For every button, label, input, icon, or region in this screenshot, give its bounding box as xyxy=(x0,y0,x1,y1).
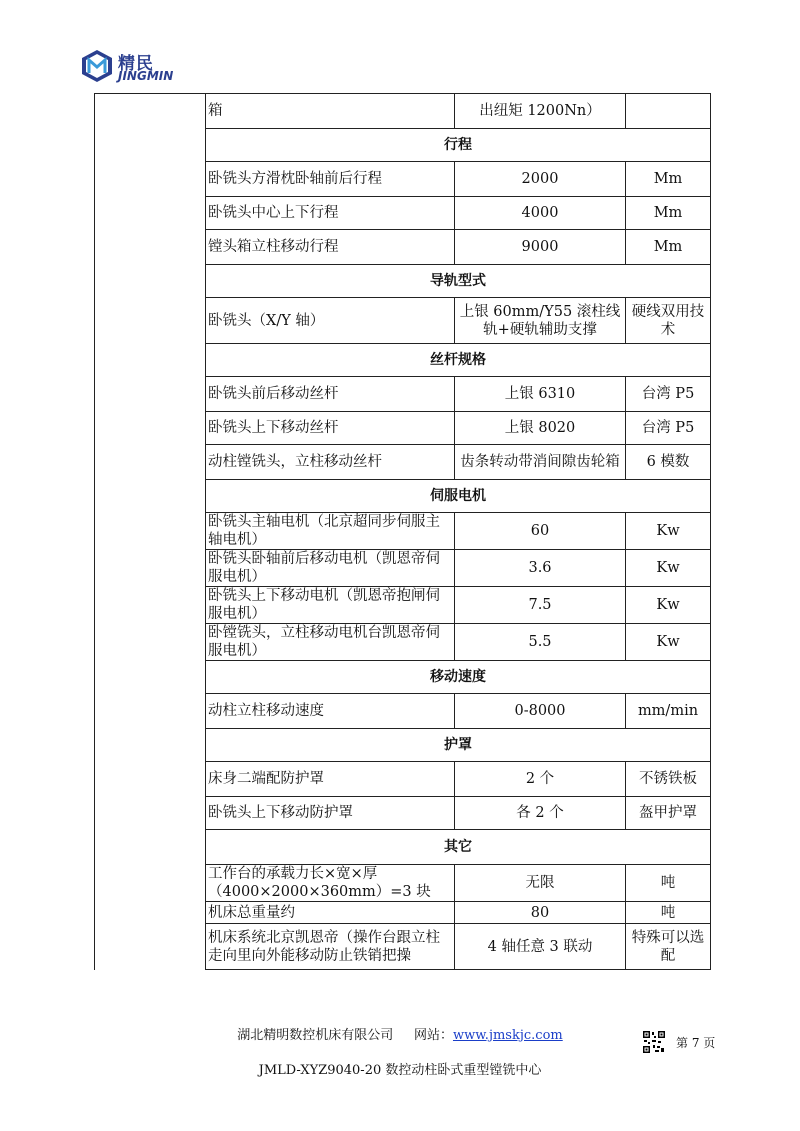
logo-chinese-text: 精民 xyxy=(118,54,154,74)
left-blank-cell xyxy=(95,230,206,265)
left-blank-cell xyxy=(95,265,206,298)
qr-code-icon xyxy=(642,1030,666,1054)
page-number: 第 7 页 xyxy=(676,1036,716,1050)
company-logo xyxy=(80,45,190,90)
left-blank-cell xyxy=(95,513,206,550)
section-row xyxy=(95,129,711,162)
left-blank-cell xyxy=(95,129,206,162)
table-row xyxy=(95,762,711,797)
section-row xyxy=(95,729,711,762)
footer-site-label: 网站： xyxy=(413,1028,453,1043)
param-value-cell: 2 个 xyxy=(455,762,626,797)
param-value-cell: 80 xyxy=(455,902,626,924)
section-title: 移动速度 xyxy=(206,661,711,694)
param-unit-cell: 台湾 P5 xyxy=(626,377,711,412)
param-name-cell: 卧镗铣头，立柱移动电机台凯恩帝伺服电机） xyxy=(206,624,455,661)
param-name-cell: 卧铣头中心上下行程 xyxy=(206,197,455,230)
table-row xyxy=(95,230,711,265)
param-name-cell: 箱 xyxy=(206,94,455,129)
param-unit-cell xyxy=(626,94,711,129)
param-unit-cell: Kw xyxy=(626,624,711,661)
param-unit-cell: Mm xyxy=(626,230,711,265)
left-blank-cell xyxy=(95,412,206,445)
param-value-cell: 齿条转动带消间隙齿轮箱 xyxy=(455,445,626,480)
param-value-cell: 上银 60mm/Y55 滚柱线轨+硬轨辅助支撑 xyxy=(455,298,626,344)
table-row xyxy=(95,162,711,197)
param-name-cell: 卧铣头上下移动电机（凯恩帝抱闸伺服电机） xyxy=(206,587,455,624)
table-row xyxy=(95,298,711,344)
logo-mark-icon xyxy=(80,49,114,83)
left-blank-cell xyxy=(95,797,206,830)
param-value-cell: 60 xyxy=(455,513,626,550)
param-value-cell: 各 2 个 xyxy=(455,797,626,830)
param-unit-cell: 特殊可以选配 xyxy=(626,924,711,970)
param-unit-cell: 硬线双用技术 xyxy=(626,298,711,344)
table-row xyxy=(95,197,711,230)
param-unit-cell: 盔甲护罩 xyxy=(626,797,711,830)
table-row xyxy=(95,412,711,445)
param-unit-cell: 吨 xyxy=(626,902,711,924)
param-name-cell: 卧铣头（X/Y 轴） xyxy=(206,298,455,344)
footer-doc-title: JMLD-XYZ9040-20 数控动柱卧式重型镗铣中心 xyxy=(258,1063,542,1078)
param-name-cell: 卧铣头卧轴前后移动电机（凯恩帝伺服电机） xyxy=(206,550,455,587)
table-row xyxy=(95,624,711,661)
table-row xyxy=(95,797,711,830)
param-unit-cell: Kw xyxy=(626,587,711,624)
footer-site-link[interactable]: www.jmskjc.com xyxy=(452,1028,563,1043)
table-row xyxy=(95,694,711,729)
table-row xyxy=(95,377,711,412)
left-blank-cell xyxy=(95,94,206,129)
param-value-cell: 上银 6310 xyxy=(455,377,626,412)
param-unit-cell: 台湾 P5 xyxy=(626,412,711,445)
param-value-cell: 0-8000 xyxy=(455,694,626,729)
left-blank-cell xyxy=(95,298,206,344)
param-name-cell: 卧铣头上下移动防护罩 xyxy=(206,797,455,830)
section-title: 伺服电机 xyxy=(206,480,711,513)
param-unit-cell: Kw xyxy=(626,513,711,550)
param-unit-cell: 不锈铁板 xyxy=(626,762,711,797)
param-name-cell: 卧铣头上下移动丝杆 xyxy=(206,412,455,445)
section-row xyxy=(95,661,711,694)
param-name-cell: 动柱立柱移动速度 xyxy=(206,694,455,729)
param-value-cell: 出纽矩 1200Nn） xyxy=(455,94,626,129)
param-unit-cell: mm/min xyxy=(626,694,711,729)
left-blank-cell xyxy=(95,550,206,587)
left-blank-cell xyxy=(95,445,206,480)
table-row xyxy=(95,94,711,129)
table-row xyxy=(95,865,711,902)
param-name-cell: 卧铣头主轴电机（北京超同步伺服主轴电机） xyxy=(206,513,455,550)
section-title: 行程 xyxy=(206,129,711,162)
param-name-cell: 动柱镗铣头，立柱移动丝杆 xyxy=(206,445,455,480)
left-blank-cell xyxy=(95,830,206,865)
section-row xyxy=(95,265,711,298)
param-value-cell: 2000 xyxy=(455,162,626,197)
param-unit-cell: 6 模数 xyxy=(626,445,711,480)
left-blank-cell xyxy=(95,694,206,729)
section-row xyxy=(95,480,711,513)
section-title: 导轨型式 xyxy=(206,265,711,298)
param-name-cell: 卧铣头方滑枕卧轴前后行程 xyxy=(206,162,455,197)
param-value-cell: 9000 xyxy=(455,230,626,265)
left-blank-cell xyxy=(95,587,206,624)
param-unit-cell: 吨 xyxy=(626,865,711,902)
param-name-cell: 工作台的承载力长×宽×厚（4000×2000×360mm）=3 块 xyxy=(206,865,455,902)
table-row xyxy=(95,550,711,587)
param-name-cell: 机床系统北京凯恩帝（操作台跟立柱走向里向外能移动防止铁销把操 xyxy=(206,924,455,970)
left-blank-cell xyxy=(95,344,206,377)
section-title: 护罩 xyxy=(206,729,711,762)
param-unit-cell: Mm xyxy=(626,162,711,197)
logo-english-text: JINGMIN xyxy=(118,69,174,83)
param-unit-cell: Kw xyxy=(626,550,711,587)
left-blank-cell xyxy=(95,762,206,797)
param-value-cell: 上银 8020 xyxy=(455,412,626,445)
param-value-cell: 4000 xyxy=(455,197,626,230)
param-name-cell: 床身二端配防护罩 xyxy=(206,762,455,797)
param-name-cell: 镗头箱立柱移动行程 xyxy=(206,230,455,265)
left-blank-cell xyxy=(95,377,206,412)
param-value-cell: 7.5 xyxy=(455,587,626,624)
table-row xyxy=(95,924,711,970)
left-blank-cell xyxy=(95,197,206,230)
table-row xyxy=(95,587,711,624)
param-name-cell: 机床总重量约 xyxy=(206,902,455,924)
table-row xyxy=(95,513,711,550)
left-blank-cell xyxy=(95,661,206,694)
param-value-cell: 4 轴任意 3 联动 xyxy=(455,924,626,970)
table-row xyxy=(95,902,711,924)
left-blank-cell xyxy=(95,624,206,661)
left-blank-cell xyxy=(95,480,206,513)
section-row xyxy=(95,830,711,865)
param-value-cell: 无限 xyxy=(455,865,626,902)
left-blank-cell xyxy=(95,902,206,924)
left-blank-cell xyxy=(95,162,206,197)
left-blank-cell xyxy=(95,924,206,970)
spec-table xyxy=(94,93,711,970)
left-blank-cell xyxy=(95,729,206,762)
param-unit-cell: Mm xyxy=(626,197,711,230)
section-title: 其它 xyxy=(206,830,711,865)
param-value-cell: 3.6 xyxy=(455,550,626,587)
section-row xyxy=(95,344,711,377)
param-name-cell: 卧铣头前后移动丝杆 xyxy=(206,377,455,412)
section-title: 丝杆规格 xyxy=(206,344,711,377)
left-blank-cell xyxy=(95,865,206,902)
param-value-cell: 5.5 xyxy=(455,624,626,661)
table-row xyxy=(95,445,711,480)
footer-company: 湖北精明数控机床有限公司 xyxy=(237,1028,394,1043)
